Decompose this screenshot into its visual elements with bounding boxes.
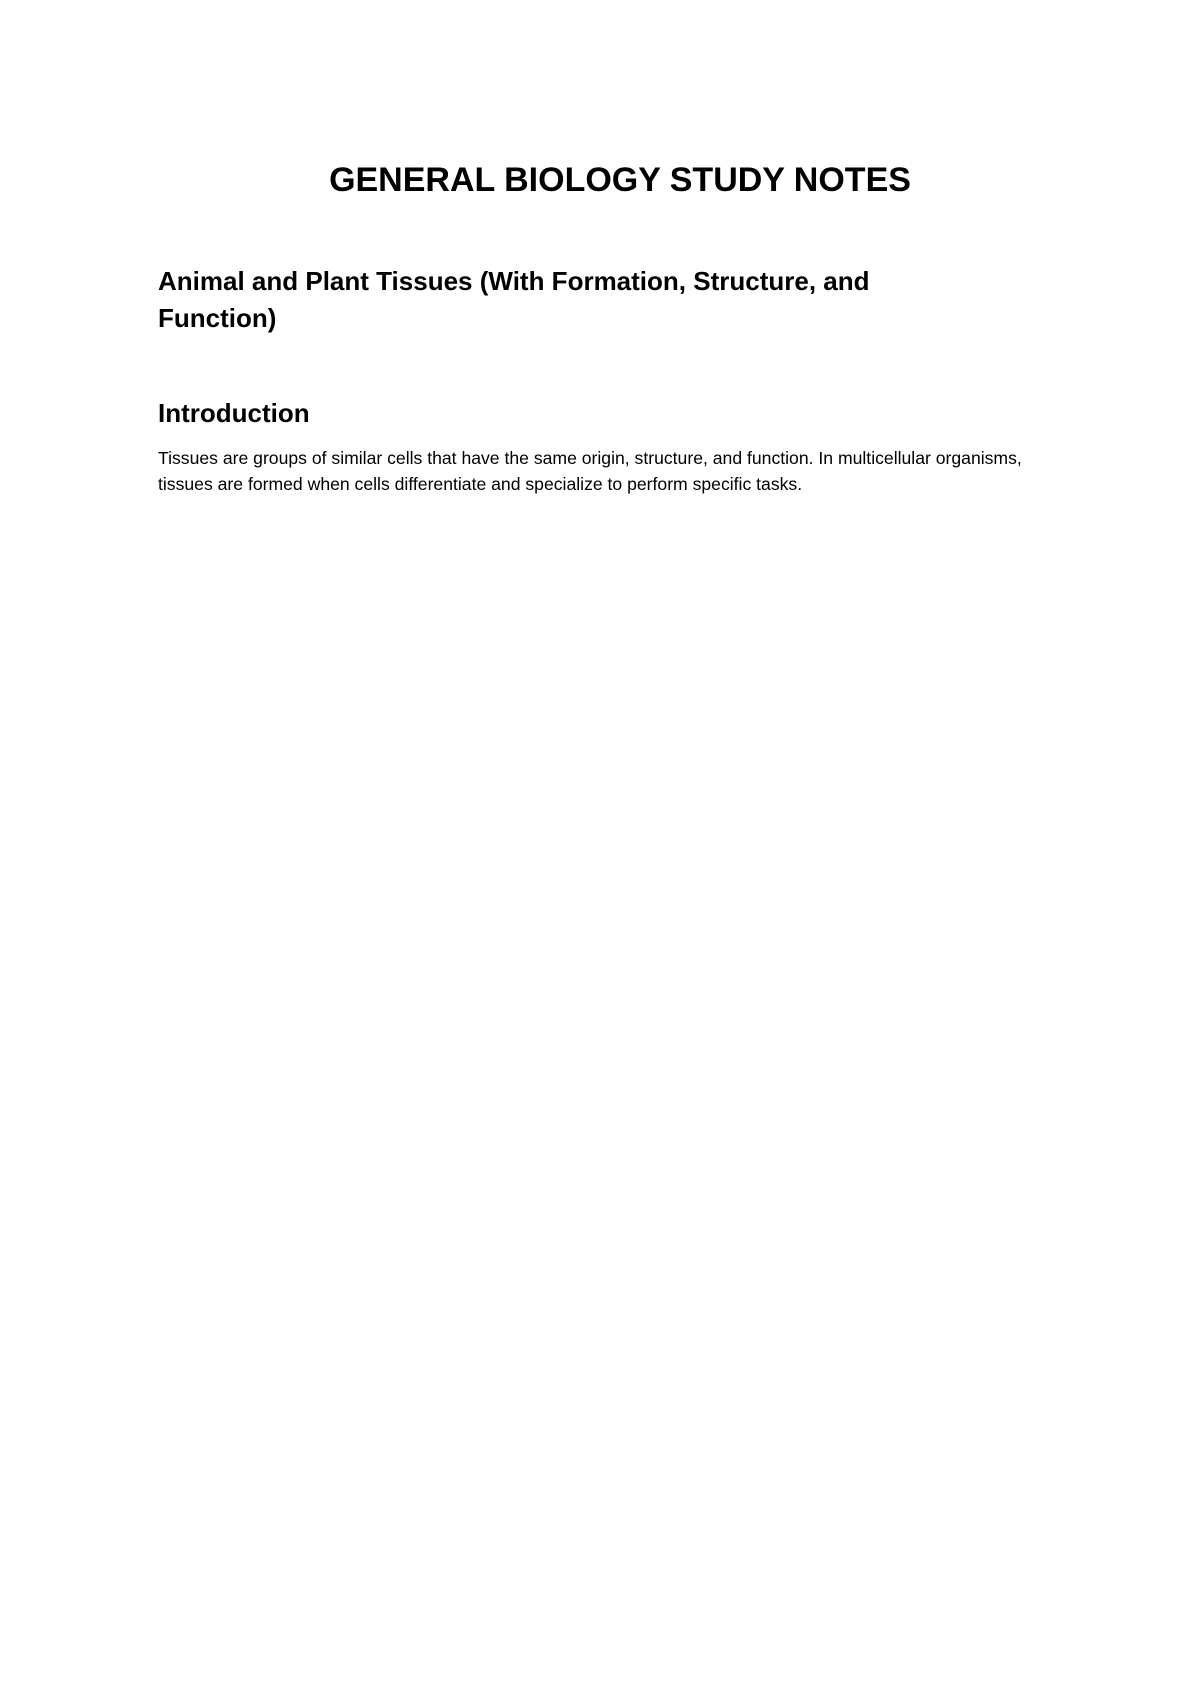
document-subtitle: Animal and Plant Tissues (With Formation, Structure, and Function) [158, 266, 870, 333]
document-title: GENERAL BIOLOGY STUDY NOTES [329, 161, 911, 199]
section-heading-introduction: Introduction [158, 398, 310, 428]
introduction-paragraph: Tissues are groups of similar cells that have the same origin, structure, and function. In multicellular organisms, tissues are formed when cells differentiate and specialize to perform specific tasks. [158, 448, 1022, 494]
